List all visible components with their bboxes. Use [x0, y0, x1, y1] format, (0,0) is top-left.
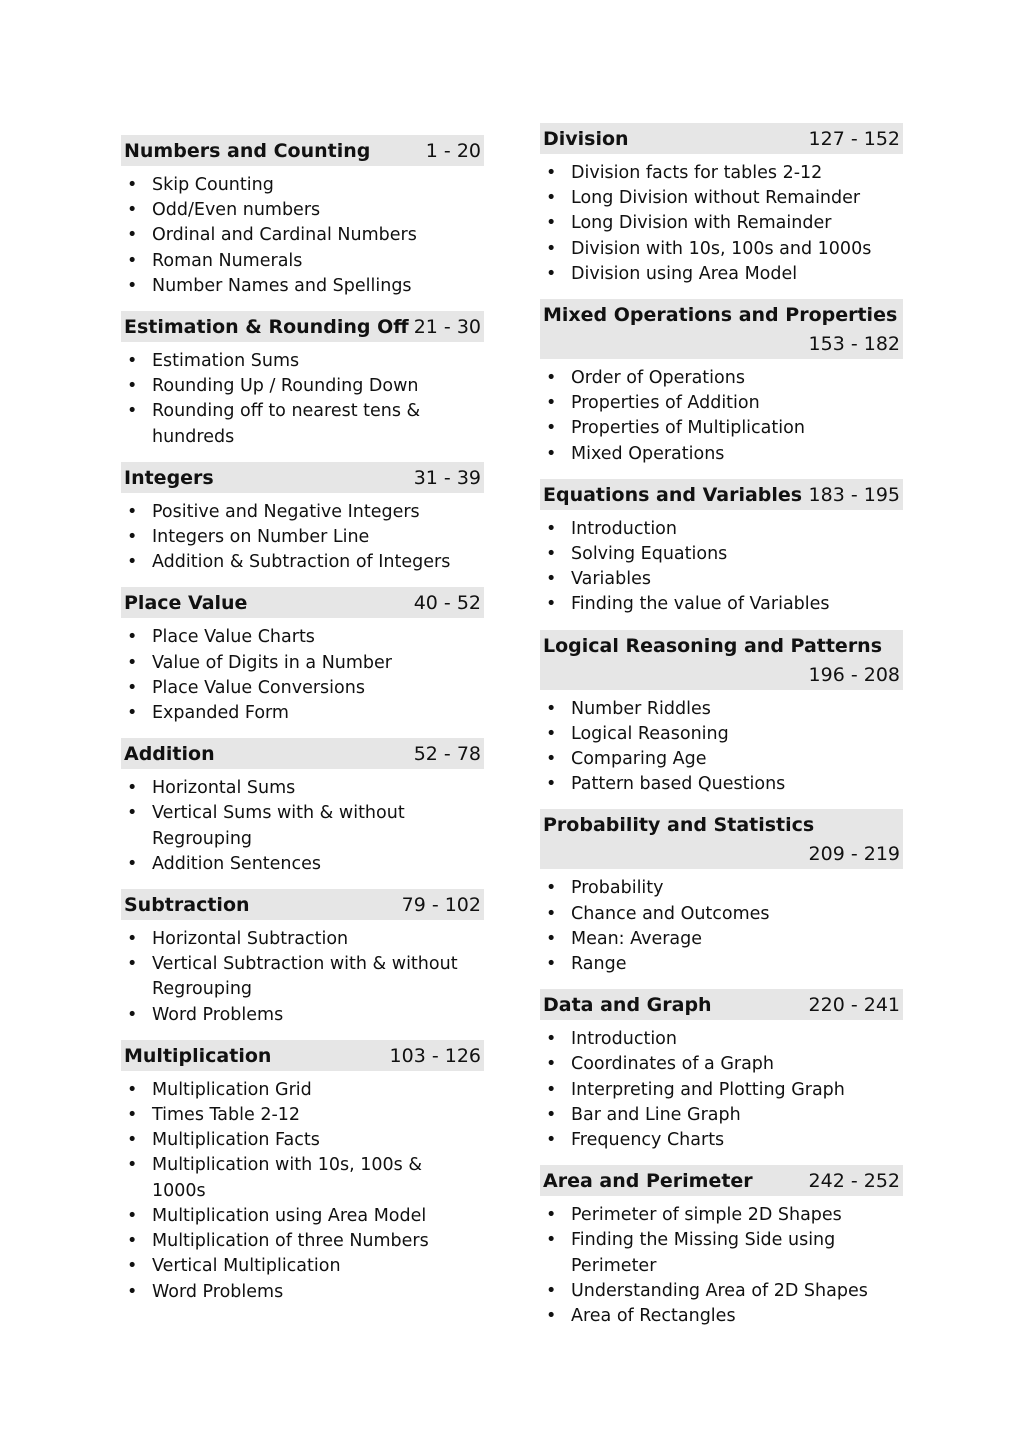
topic-item: • Solving Equations [540, 542, 903, 567]
topic-item: • Multiplication Grid [121, 1078, 484, 1103]
section-header [540, 479, 903, 510]
topic-list [540, 161, 903, 287]
page-range: 127 - 152 [808, 128, 900, 150]
topic-item: • Place Value Charts [121, 625, 484, 650]
section-title: Place Value [124, 592, 248, 615]
section-title: Equations and Variables [543, 483, 803, 506]
topic-item: • Understanding Area of 2D Shapes [540, 1279, 903, 1304]
topic-item: • Times Table 2-12 [121, 1103, 484, 1128]
topic-item: • Multiplication with 10s, 100s & 1000s [121, 1153, 484, 1203]
topic-item: • Multiplication Facts [121, 1128, 484, 1153]
topic-item: • Area of Rectangles [540, 1304, 903, 1329]
section-header [121, 738, 484, 769]
section-subtraction [121, 889, 484, 1028]
section-header [121, 889, 484, 920]
section-header [540, 1165, 903, 1196]
topic-list [121, 349, 484, 450]
topic-list [540, 876, 903, 977]
section-numbers-and-counting [121, 135, 484, 299]
section-header [121, 1040, 484, 1071]
page-range: 52 - 78 [413, 743, 481, 766]
section-area-and-perimeter [540, 1165, 903, 1329]
topic-list [540, 1203, 903, 1329]
topic-item: • Number Riddles [540, 697, 903, 722]
topic-item: • Interpreting and Plotting Graph [540, 1078, 903, 1103]
topic-list [121, 927, 484, 1028]
topic-item: • Multiplication of three Numbers [121, 1229, 484, 1254]
section-multiplication [121, 1040, 484, 1305]
topic-item: • Division with 10s, 100s and 1000s [540, 237, 903, 262]
section-title: Area and Perimeter [543, 1170, 753, 1193]
page-range: 153 - 182 [808, 333, 900, 356]
topic-list [121, 776, 484, 877]
topic-item: • Value of Digits in a Number [121, 651, 484, 676]
section-title: Addition [124, 743, 215, 766]
topic-item: • Horizontal Subtraction [121, 927, 484, 952]
topic-list [121, 625, 484, 726]
section-title: Numbers and Counting [124, 140, 371, 162]
section-title: Logical Reasoning and Patterns [543, 634, 883, 657]
left-column [121, 135, 484, 1317]
topic-item: • Perimeter of simple 2D Shapes [540, 1203, 903, 1228]
topic-item: • Number Names and Spellings [121, 274, 484, 299]
topic-item: • Skip Counting [121, 173, 484, 198]
topic-list [540, 1027, 903, 1153]
topic-item: • Comparing Age [540, 747, 903, 772]
page-range: 31 - 39 [413, 466, 481, 489]
section-equations-and-variables [540, 479, 903, 618]
topic-item: • Division facts for tables 2-12 [540, 161, 903, 186]
topic-item: • Bar and Line Graph [540, 1103, 903, 1128]
topic-list [540, 366, 903, 467]
topic-item: • Vertical Sums with & without Regrouping [121, 801, 484, 851]
section-title: Multiplication [124, 1044, 272, 1067]
section-title: Mixed Operations and Properties [543, 304, 898, 327]
topic-list [121, 1078, 484, 1305]
topic-item: • Finding the value of Variables [540, 592, 903, 617]
section-title: Division [543, 128, 629, 150]
topic-item: • Introduction [540, 1027, 903, 1052]
page-range: 40 - 52 [413, 592, 481, 615]
page-range: 103 - 126 [389, 1044, 481, 1067]
topic-list [540, 517, 903, 618]
page-range: 79 - 102 [401, 894, 481, 917]
topic-item: • Introduction [540, 517, 903, 542]
topic-list [121, 500, 484, 576]
topic-item: • Range [540, 952, 903, 977]
section-logical-reasoning-and-patterns [540, 630, 903, 798]
section-header [121, 462, 484, 493]
section-header [540, 299, 903, 359]
section-header [121, 311, 484, 342]
topic-item: • Word Problems [121, 1003, 484, 1028]
topic-item: • Multiplication using Area Model [121, 1204, 484, 1229]
section-header [540, 989, 903, 1020]
page-range: 183 - 195 [808, 483, 900, 506]
topic-item: • Chance and Outcomes [540, 902, 903, 927]
section-header [540, 630, 903, 690]
section-data-and-graph [540, 989, 903, 1153]
topic-item: • Addition & Subtraction of Integers [121, 550, 484, 575]
section-estimation-rounding-off [121, 311, 484, 450]
topic-item: • Horizontal Sums [121, 776, 484, 801]
topic-item: • Mean: Average [540, 927, 903, 952]
page-range: 196 - 208 [808, 663, 900, 686]
topic-item: • Division using Area Model [540, 262, 903, 287]
section-title: Subtraction [124, 894, 250, 917]
section-header [121, 135, 484, 166]
section-addition [121, 738, 484, 877]
page-range: 220 - 241 [808, 994, 900, 1017]
topic-item: • Vertical Subtraction with & without Regrouping [121, 952, 484, 1002]
section-title: Integers [124, 466, 214, 489]
topic-item: • Ordinal and Cardinal Numbers [121, 223, 484, 248]
topic-item: • Rounding Up / Rounding Down [121, 374, 484, 399]
topic-item: • Positive and Negative Integers [121, 500, 484, 525]
topic-item: • Word Problems [121, 1280, 484, 1305]
topic-item: • Mixed Operations [540, 442, 903, 467]
topic-item: • Finding the Missing Side using Perimeter [540, 1228, 903, 1278]
topic-item: • Coordinates of a Graph [540, 1052, 903, 1077]
section-probability-and-statistics [540, 809, 903, 977]
topic-item: • Place Value Conversions [121, 676, 484, 701]
topic-item: • Addition Sentences [121, 852, 484, 877]
topic-list [540, 697, 903, 798]
topic-item: • Long Division without Remainder [540, 186, 903, 211]
page-range: 242 - 252 [808, 1170, 900, 1193]
section-header [121, 587, 484, 618]
topic-item: • Properties of Multiplication [540, 416, 903, 441]
page-range: 209 - 219 [808, 843, 900, 866]
right-column [540, 123, 903, 1341]
topic-item: • Estimation Sums [121, 349, 484, 374]
topic-item: • Vertical Multiplication [121, 1254, 484, 1279]
topic-item: • Variables [540, 567, 903, 592]
topic-item: • Long Division with Remainder [540, 211, 903, 236]
section-title: Data and Graph [543, 994, 712, 1017]
topic-item: • Properties of Addition [540, 391, 903, 416]
section-header [540, 123, 903, 154]
section-mixed-operations-and-properties [540, 299, 903, 467]
section-title: Estimation & Rounding Off [124, 316, 409, 339]
page-range: 21 - 30 [413, 316, 481, 339]
topic-item: • Frequency Charts [540, 1128, 903, 1153]
section-division [540, 123, 903, 287]
topic-item: • Probability [540, 876, 903, 901]
topic-item: • Expanded Form [121, 701, 484, 726]
page-range: 1 - 20 [425, 140, 481, 162]
topic-item: • Rounding off to nearest tens & hundreds [121, 399, 484, 449]
section-place-value [121, 587, 484, 726]
section-integers [121, 462, 484, 576]
section-title: Probability and Statistics [543, 814, 815, 837]
topic-item: • Odd/Even numbers [121, 198, 484, 223]
topic-item: • Roman Numerals [121, 249, 484, 274]
topic-list [121, 173, 484, 299]
topic-item: • Pattern based Questions [540, 772, 903, 797]
topic-item: • Order of Operations [540, 366, 903, 391]
section-header [540, 809, 903, 869]
topic-item: • Integers on Number Line [121, 525, 484, 550]
topic-item: • Logical Reasoning [540, 722, 903, 747]
